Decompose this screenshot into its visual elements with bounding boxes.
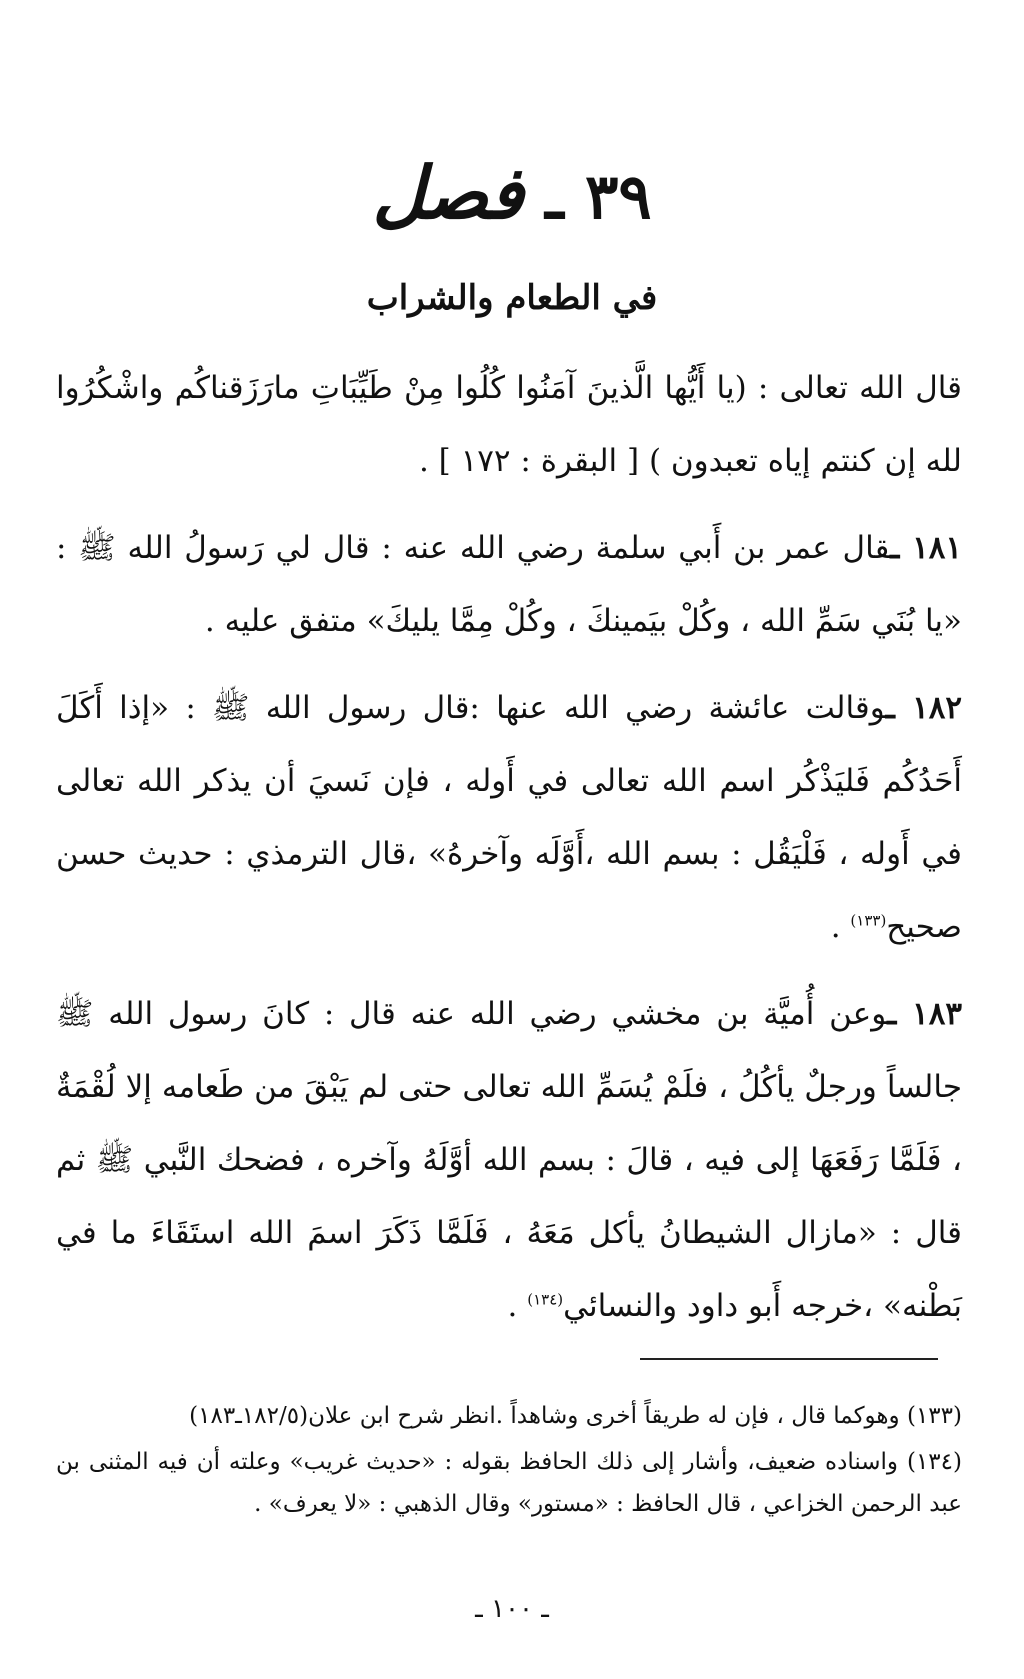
hadith-number: ١٨٣ ـ <box>887 996 962 1032</box>
hadith-number: ١٨١ ـ <box>890 530 963 566</box>
footnote-134: (١٣٤) واسناده ضعيف، وأشار إلى ذلك الحافظ بقوله : «حديث غريب» وعلته أن فيه المثنى بن عبد الرحمن الخزاعي ، قال الحافظ : «مستور» وقال الذهبي : «لا يعرف» . <box>56 1449 962 1517</box>
chapter-title: فصل <box>372 150 524 235</box>
section-subtitle: في الطعام والشراب <box>366 278 658 318</box>
hadith-text: وقالت عائشة رضي الله عنها :قال رسول الله ﷺ : «إذا أَكَلَ أَحَدُكُم فَليَذْكُر اسم الله تعالى في أَوله ، فإن نَسيَ أن يذكر الله تعالى في أَوله ، فَلْيَقُل : بسم الله ،أَوَّلَه وآخرهُ» ،قال الترمذي : حديث حسن صحيح <box>56 690 962 945</box>
hadith-182 <box>56 672 962 964</box>
page-number: ـ ١٠٠ ـ <box>475 1594 549 1624</box>
footnote-133: (١٣٣) وهوكما قال ، فإن له طريقاً أخرى وشاهداً .انظر شرح ابن علان(١٨٢/٥ـ١٨٣) <box>189 1403 962 1429</box>
hadith-text: قال عمر بن أَبي سلمة رضي الله عنه : قال لي رَسولُ الله ﷺ : «يا بُنَي سَمِّ الله ، وكُلْ بيَمينكَ ، وكُلْ مِمَّا يليكَ» متفق عليه . <box>56 530 962 639</box>
footnotes <box>56 1395 962 1529</box>
hadith-number: ١٨٢ ـ <box>885 690 963 726</box>
footnote-ref-133[interactable]: (١٣٣) <box>850 911 887 930</box>
sentence-end: . <box>507 1288 518 1324</box>
hadith-181 <box>56 512 962 658</box>
hadith-183 <box>56 978 962 1343</box>
footnote-ref-134[interactable]: (١٣٤) <box>527 1290 564 1309</box>
intro-verse: قال الله تعالى : (يا أَيُّها الَّذينَ آمَنُوا كُلُوا مِنْ طَيِّبَاتِ مارَزَقناكُم واشْكُرُوا لله إن كنتم إياه تعبدون ) [ البقرة : ١٧٢ ] . <box>56 370 962 479</box>
footnote-divider <box>640 1358 938 1360</box>
hadith-text: وعن أُميَّة بن مخشي رضي الله عنه قال : كانَ رسول الله ﷺ جالساً ورجلٌ يأكُلُ ، فلَمْ يُسَمِّ الله تعالى حتى لم يَبْقَ من طَعامه إلا لُقْمَةٌ ، فَلَمَّا رَفَعَهَا إلى فيه ، قالَ : بسم الله أوَّلَهُ وآخره ، فضحك النَّبي ﷺ ثم قال : «مازال الشيطانُ يأكل مَعَهُ ، فَلَمَّا ذَكَرَ اسمَ الله استَقَاءَ ما في بَطْنه» ،خرجه أَبو داود والنسائي <box>56 996 962 1324</box>
chapter-heading <box>0 150 1024 236</box>
sentence-end: . <box>830 909 841 945</box>
chapter-number: ٣٩ ـ <box>545 160 652 233</box>
main-text <box>56 352 962 1357</box>
